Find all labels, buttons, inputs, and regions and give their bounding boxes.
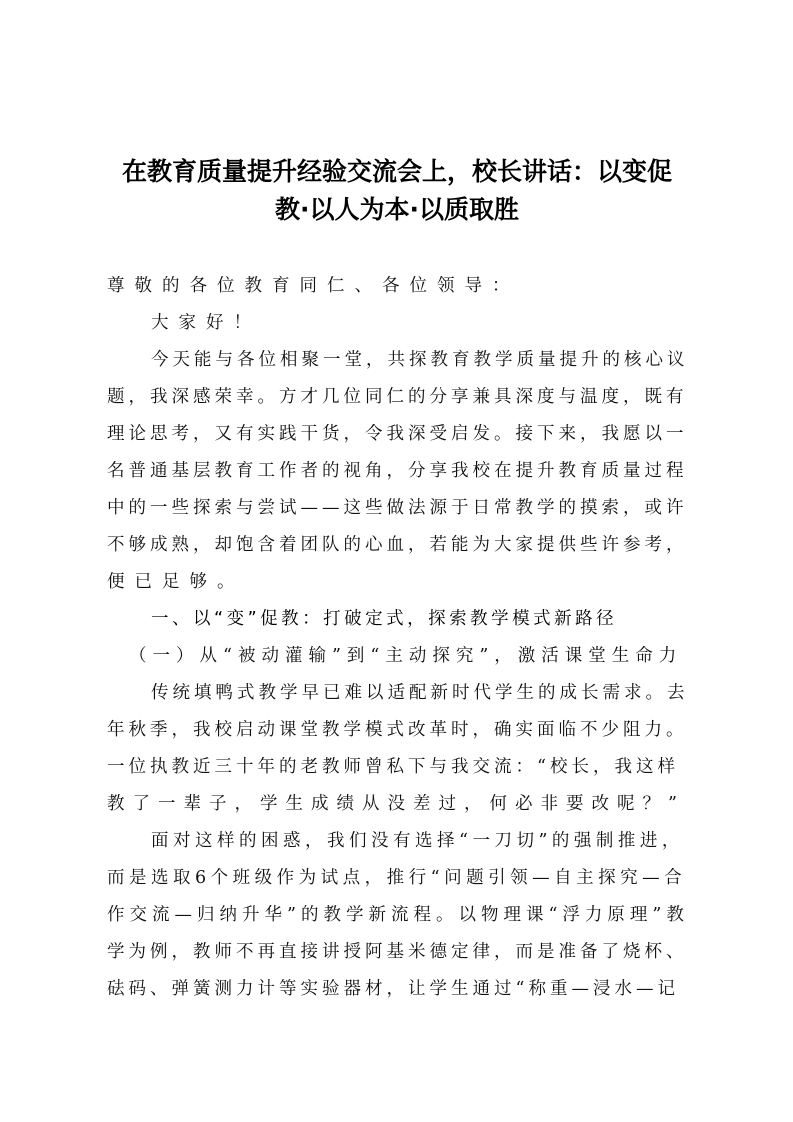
text-line: 面对这样的困惑，我们没有选择“一刀切”的强制推进， bbox=[151, 831, 684, 851]
text-line: 理论思考，又有实践干货，令我深受启发。接下来，我愿以一 bbox=[107, 424, 688, 444]
intro-paragraph bbox=[107, 342, 690, 601]
text-line: 传统填鸭式教学早已难以适配新时代学生的成长需求。去 bbox=[151, 683, 689, 703]
title-line-1: 在教育质量提升经验交流会上，校长讲话：以变促 bbox=[121, 157, 672, 186]
greeting: 大家好！ bbox=[151, 313, 261, 333]
text-line: 砝码、弹簧测力计等实验器材，让学生通过“称重—浸水—记 bbox=[107, 979, 679, 999]
document-body bbox=[107, 268, 690, 1008]
text-line: 而是选取6个班级作为试点，推行“问题引领—自主探究—合 bbox=[107, 868, 687, 888]
text-line: 题，我深感荣幸。方才几位同仁的分享兼具深度与温度，既有 bbox=[107, 387, 688, 407]
subsection-heading: （一）从“被动灌输”到“主动探究”，激活课堂生命力 bbox=[129, 646, 683, 666]
text-line: 名普通基层教育工作者的视角，分享我校在提升教育质量过程 bbox=[107, 461, 688, 481]
text-line: 年秋季，我校启动课堂教学模式改革时，确实面临不少阻力。 bbox=[107, 720, 688, 740]
title-line-2: 教·以人为本·以质取胜 bbox=[275, 195, 519, 224]
paragraph-2 bbox=[107, 823, 690, 1008]
salutation: 尊敬的各位教育同仁、各位领导： bbox=[107, 276, 520, 296]
section-heading: 一、以“变”促教：打破定式，探索教学模式新路径 bbox=[151, 609, 618, 629]
text-line: 不够成熟，却饱含着团队的心血，若能为大家提供些许参考， bbox=[107, 535, 688, 555]
paragraph-1 bbox=[107, 675, 690, 823]
text-line: 中的一些探索与尝试——这些做法源于日常教学的摸索，或许 bbox=[107, 498, 688, 518]
text-line: 作交流—归纳升华”的教学新流程。以物理课“浮力原理”教 bbox=[107, 905, 689, 925]
text-line: 便已足够。 bbox=[107, 572, 245, 592]
text-line: 教了一辈子，学生成绩从没差过，何必非要改呢？” bbox=[107, 794, 685, 814]
text-line: 今天能与各位相聚一堂，共探教育教学质量提升的核心议 bbox=[151, 350, 689, 370]
text-line: 一位执教近三十年的老教师曾私下与我交流：“校长，我这样 bbox=[107, 757, 679, 777]
text-line: 学为例，教师不再直接讲授阿基米德定律，而是准备了烧杯、 bbox=[107, 942, 688, 962]
document-title bbox=[100, 153, 694, 229]
